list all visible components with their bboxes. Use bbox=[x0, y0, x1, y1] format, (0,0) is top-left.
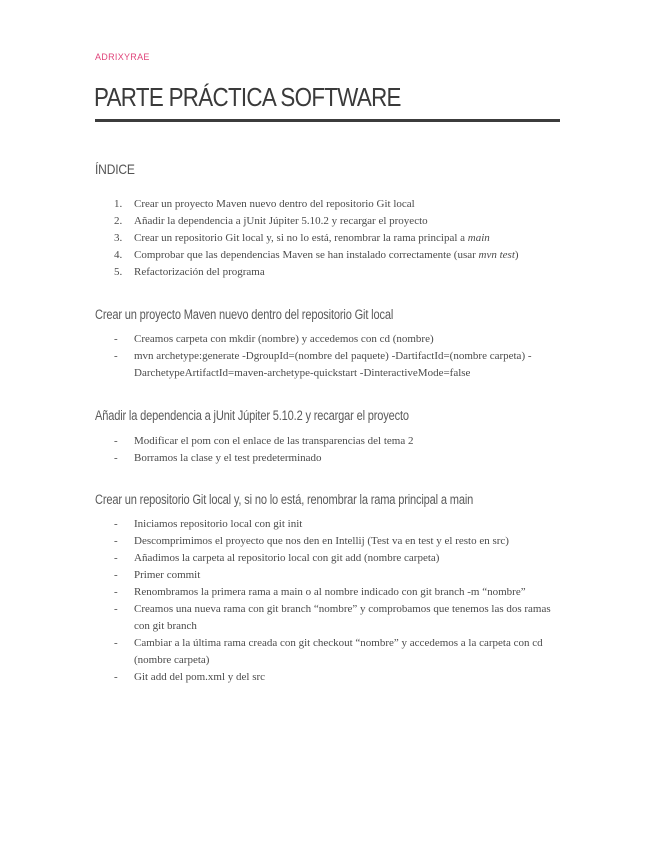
list-item-text: Git add del pom.xml y del src bbox=[134, 671, 266, 683]
index-item bbox=[0, 264, 560, 281]
list-item-text: Creamos carpeta con mkdir (nombre) y accedemos con cd (nombre) bbox=[134, 333, 434, 345]
document-title: PARTE PRÁCTICA SOFTWARE bbox=[94, 82, 401, 112]
list-item-text: Creamos una nueva rama con git branch “nombre” y comprobamos que tenemos las dos ramas con git branch bbox=[134, 603, 551, 632]
list-item-text: Descomprimimos el proyecto que nos den en Intellij (Test va en test y el resto en src) bbox=[134, 535, 509, 547]
list-item-text: Iniciamos repositorio local con git init bbox=[134, 518, 303, 530]
list-item bbox=[0, 331, 560, 348]
list-item bbox=[0, 533, 560, 550]
list-item-text: Añadimos la carpeta al repositorio local con git add (nombre carpeta) bbox=[134, 552, 440, 564]
list-item-text: Renombramos la primera rama a main o al nombre indicado con git branch -m “nombre” bbox=[134, 586, 526, 598]
list-item bbox=[0, 450, 560, 467]
index-item-text: Añadir la dependencia a jUnit Júpiter 5.10.2 y recargar el proyecto bbox=[134, 215, 428, 227]
index-heading: ÍNDICE bbox=[95, 161, 135, 177]
bullet-marker: - bbox=[114, 586, 118, 598]
index-item bbox=[0, 247, 560, 264]
list-item bbox=[0, 601, 560, 635]
index-item-number: 3. bbox=[114, 232, 123, 244]
list-item-text: mvn archetype:generate -DgroupId=(nombre del paquete) -DartifactId=(nombre carpeta) -DarchetypeArtifactId=maven-archetype-quickstart -DinteractiveMode=false bbox=[134, 350, 532, 379]
bullet-marker: - bbox=[114, 535, 118, 547]
bullet-marker: - bbox=[114, 637, 118, 649]
index-item bbox=[0, 230, 560, 247]
section-heading-maven: Crear un proyecto Maven nuevo dentro del repositorio Git local bbox=[95, 307, 394, 322]
bullet-marker: - bbox=[114, 452, 118, 464]
section-heading-git: Crear un repositorio Git local y, si no lo está, renombrar la rama principal a main bbox=[95, 492, 474, 507]
index-item-suffix: ) bbox=[514, 249, 519, 261]
index-item-number: 1. bbox=[114, 198, 123, 210]
bullet-marker: - bbox=[114, 552, 118, 564]
index-item-number: 4. bbox=[114, 249, 123, 261]
index-item-text: Crear un repositorio Git local y, si no lo está, renombrar la rama principal a bbox=[134, 232, 468, 244]
title-divider bbox=[95, 119, 560, 122]
index-item-emphasis: main bbox=[467, 232, 490, 244]
bullet-marker: - bbox=[114, 671, 118, 683]
list-item bbox=[0, 348, 560, 382]
list-item bbox=[0, 669, 560, 686]
bullet-marker: - bbox=[114, 333, 118, 345]
index-item-text: Refactorización del programa bbox=[134, 266, 265, 278]
list-item bbox=[0, 584, 560, 601]
list-item bbox=[0, 550, 560, 567]
list-item bbox=[0, 567, 560, 584]
list-item-text: Modificar el pom con el enlace de las transparencias del tema 2 bbox=[134, 435, 414, 447]
bullet-marker: - bbox=[114, 350, 118, 362]
index-item-number: 5. bbox=[114, 266, 123, 278]
bullet-list-maven bbox=[0, 331, 560, 382]
list-item bbox=[0, 635, 560, 669]
bullet-marker: - bbox=[114, 603, 118, 615]
index-item-text: Comprobar que las dependencias Maven se han instalado correctamente (usar bbox=[134, 249, 479, 261]
index-item-text: Crear un proyecto Maven nuevo dentro del repositorio Git local bbox=[134, 198, 415, 210]
index-list bbox=[0, 196, 560, 281]
bullet-marker: - bbox=[114, 435, 118, 447]
list-item bbox=[0, 516, 560, 533]
index-item bbox=[0, 213, 560, 230]
bullet-list-junit bbox=[0, 433, 560, 467]
index-item-emphasis: mvn test bbox=[478, 249, 515, 261]
bullet-list-git bbox=[0, 516, 560, 686]
index-item bbox=[0, 196, 560, 213]
bullet-marker: - bbox=[114, 569, 118, 581]
list-item bbox=[0, 433, 560, 450]
index-item-number: 2. bbox=[114, 215, 123, 227]
author-label: ADRIXYRAE bbox=[95, 52, 150, 62]
list-item-text: Borramos la clase y el test predeterminado bbox=[134, 452, 322, 464]
list-item-text: Cambiar a la última rama creada con git checkout “nombre” y accedemos a la carpeta con cd (nombre carpeta) bbox=[134, 637, 543, 666]
section-heading-junit: Añadir la dependencia a jUnit Júpiter 5.10.2 y recargar el proyecto bbox=[95, 408, 409, 423]
list-item-text: Primer commit bbox=[134, 569, 201, 581]
bullet-marker: - bbox=[114, 518, 118, 530]
